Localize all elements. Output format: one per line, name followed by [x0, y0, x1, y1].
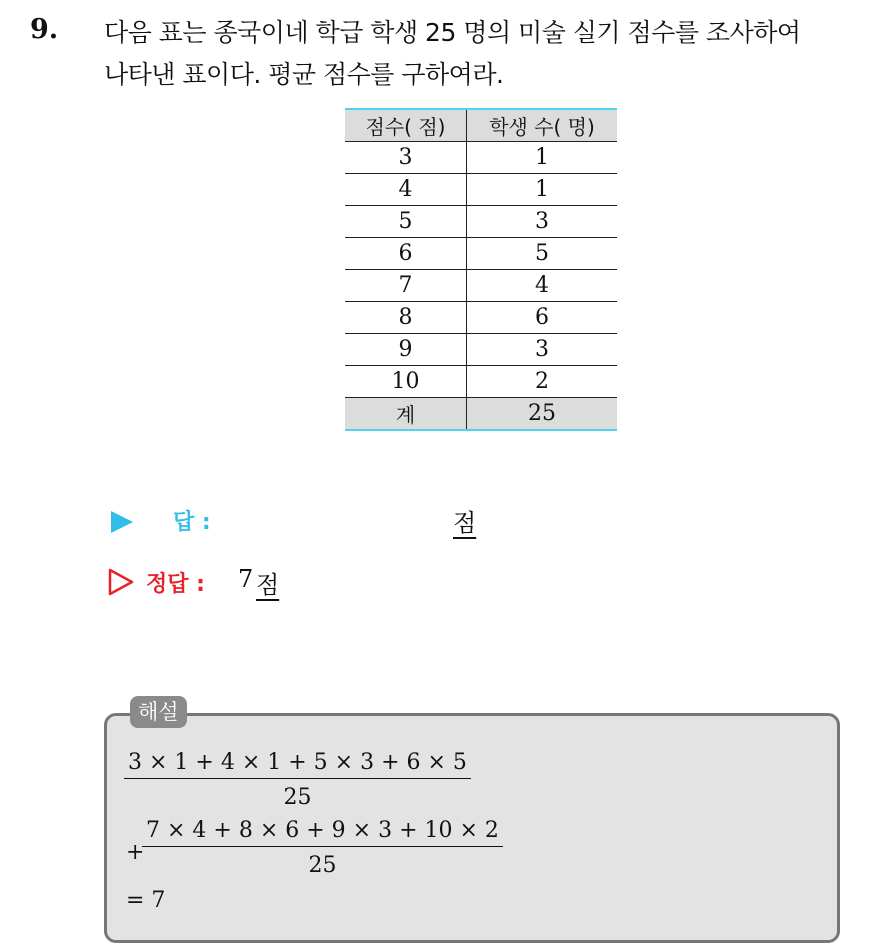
- table-row: [345, 302, 617, 334]
- cell-score: 3: [345, 142, 467, 174]
- question-line-1: 다음 표는 종국이네 학급 학생 25 명의 미술 실기 점수를 조사하여: [104, 18, 801, 47]
- play-icon: [111, 511, 133, 533]
- cell-count: 4: [467, 270, 618, 302]
- header-students: 학생 수( 명): [467, 109, 618, 142]
- cell-count: 3: [467, 334, 618, 366]
- total-count: 25: [467, 398, 618, 431]
- fraction-1-denominator: 25: [283, 785, 312, 810]
- cell-count: 3: [467, 206, 618, 238]
- cell-count: 2: [467, 366, 618, 398]
- cell-score: 5: [345, 206, 467, 238]
- correct-answer-row: [108, 565, 608, 601]
- table-row: [345, 206, 617, 238]
- correct-answer-value: 7: [238, 565, 254, 593]
- cell-count: 5: [467, 238, 618, 270]
- plus-sign: +: [126, 840, 145, 865]
- table-row: [345, 270, 617, 302]
- table-total-row: [345, 398, 617, 431]
- correct-answer-unit: 점: [256, 571, 280, 599]
- header-score: 점수( 점): [345, 109, 467, 142]
- cell-score: 9: [345, 334, 467, 366]
- answer-row: [108, 503, 608, 539]
- outline-play-icon: [108, 568, 134, 596]
- cell-score: 8: [345, 302, 467, 334]
- score-table: [345, 108, 617, 431]
- question-line-2: 나타낸 표이다. 평균 점수를 구하여라.: [104, 60, 504, 89]
- table-row: [345, 366, 617, 398]
- solution-tag: 해설: [130, 696, 187, 728]
- fraction-2-denominator: 25: [308, 853, 337, 878]
- cell-score: 4: [345, 174, 467, 206]
- question-text: [104, 12, 874, 96]
- question-number: 9.: [30, 14, 59, 45]
- solution-result: = 7: [126, 888, 166, 913]
- cell-score: 7: [345, 270, 467, 302]
- table-row: [345, 174, 617, 206]
- fraction-2-numerator: 7 × 4 + 8 × 6 + 9 × 3 + 10 × 2: [142, 818, 503, 847]
- table-row: [345, 142, 617, 174]
- fraction-1-numerator: 3 × 1 + 4 × 1 + 5 × 3 + 6 × 5: [124, 750, 471, 779]
- answer-label: 답 :: [173, 510, 211, 535]
- table-row: [345, 238, 617, 270]
- table-header-row: [345, 109, 617, 142]
- cell-count: 1: [467, 174, 618, 206]
- cell-score: 6: [345, 238, 467, 270]
- cell-count: 1: [467, 142, 618, 174]
- cell-score: 10: [345, 366, 467, 398]
- solution-fraction-1: [124, 750, 471, 810]
- cell-count: 6: [467, 302, 618, 334]
- solution-fraction-2: [142, 818, 503, 878]
- total-label: 계: [345, 398, 467, 431]
- correct-answer-label: 정답 :: [146, 572, 205, 597]
- answer-unit: 점: [453, 509, 477, 537]
- table-row: [345, 334, 617, 366]
